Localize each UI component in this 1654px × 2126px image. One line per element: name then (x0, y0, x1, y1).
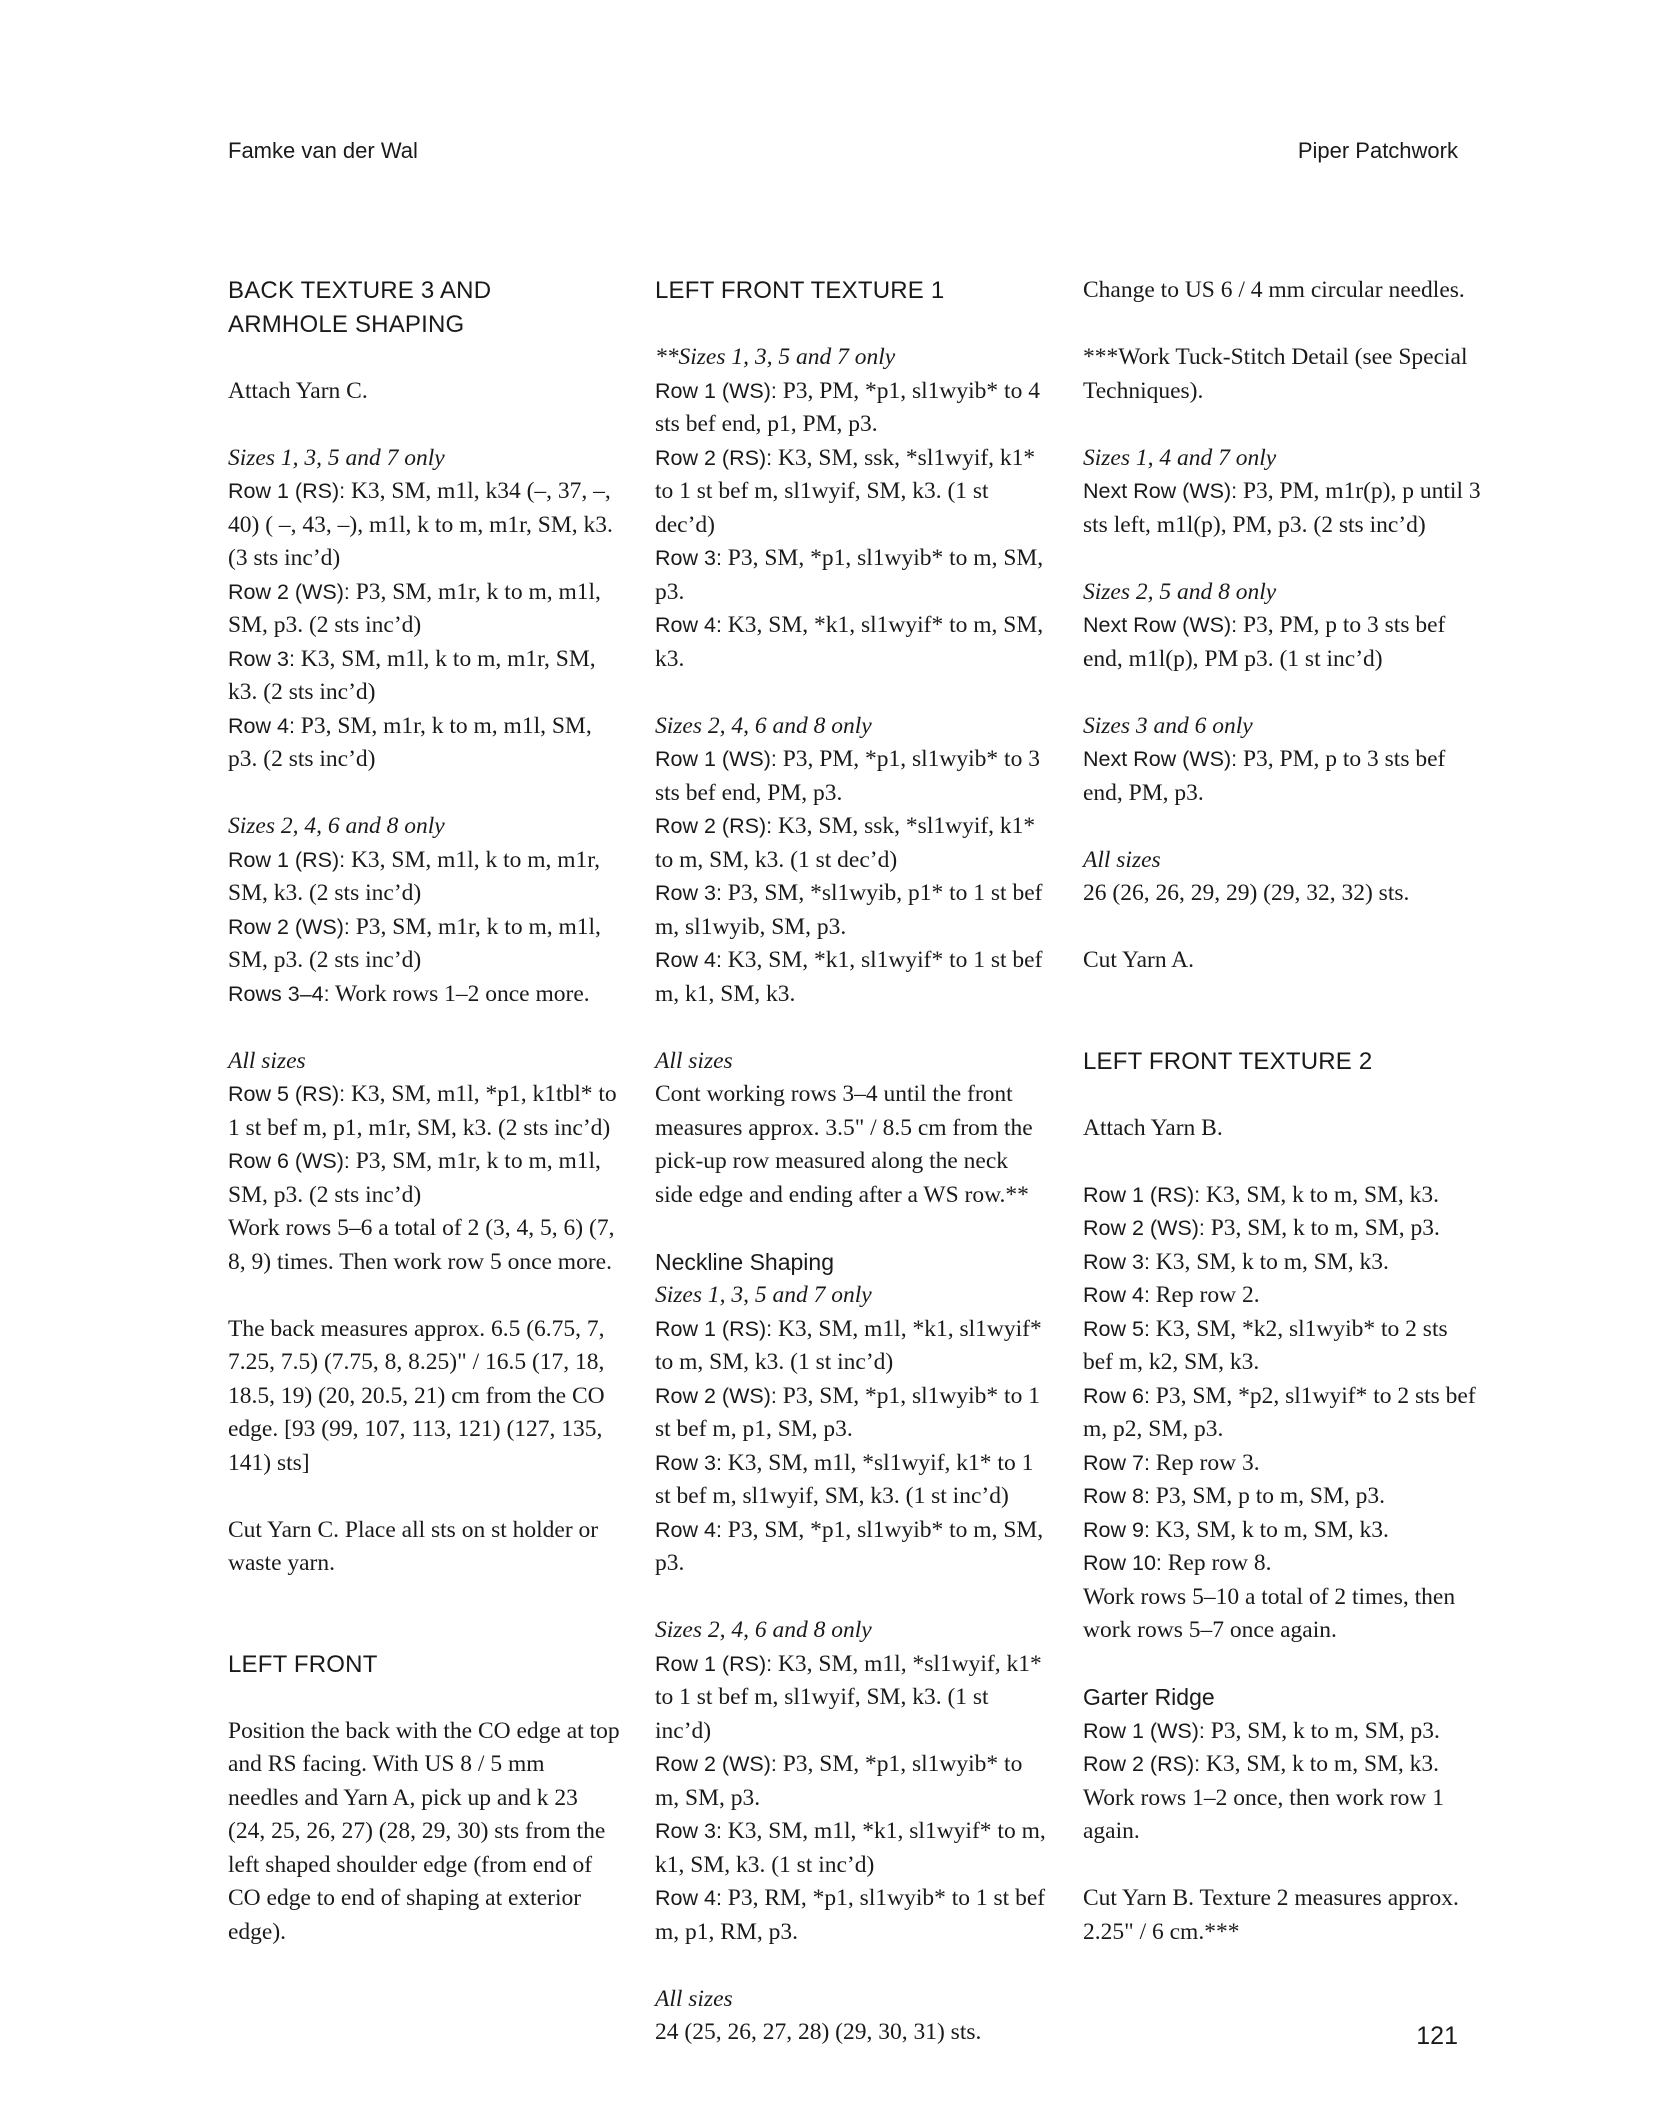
row-label: Row 4: (655, 613, 722, 637)
row-label: Row 9: (1083, 1517, 1150, 1542)
instruction-row (655, 1882, 1047, 1949)
instruction-row (1083, 743, 1483, 810)
instruction-row (1083, 1246, 1483, 1280)
instruction-row (228, 576, 620, 643)
running-header-author: Famke van der Wal (228, 138, 418, 163)
row-text: K3, SM, m1l, *k1, sl1wyif* to m, k1, SM, k3. (1 st inc’d) (655, 1818, 1046, 1878)
page-number: 121 (1416, 2022, 1458, 2050)
row-label: Row 2 (RS): (1083, 1752, 1201, 1776)
instruction-row (655, 743, 1047, 810)
paragraph: Cut Yarn A. (1083, 947, 1195, 973)
size-label: Sizes 1, 3, 5 and 7 only (655, 1282, 872, 1308)
paragraph: Change to US 6 / 4 mm circular needles. (1083, 277, 1465, 303)
row-text: K3, SM, m1l, k to m, m1r, SM, k3. (2 sts inc’d) (228, 846, 601, 906)
row-label: Row 3: (228, 646, 295, 671)
row-label: Row 3: (655, 1450, 722, 1475)
row-label: Next Row (WS): (1083, 479, 1238, 503)
row-label: Row 3: (655, 1819, 722, 1843)
instruction-row (655, 1748, 1047, 1815)
paragraph: Attach Yarn C. (228, 377, 368, 404)
row-text: K3, SM, k to m, SM, k3. (1149, 1516, 1389, 1543)
row-text: K3, SM, k to m, SM, k3. (1149, 1248, 1389, 1275)
paragraph: The back measures approx. 6.5 (6.75, 7, 7.25, 7.5) (7.75, 8, 8.25)" / 16.5 (17, 18, 18.5, 19) (20, 20.5, 21) cm from the CO edge. [93 (99, 107, 113, 121) (127, 135, 141) sts] (228, 1315, 605, 1476)
row-text: P3, SM, m1r, k to m, m1l, SM, p3. (2 sts inc’d) (228, 1148, 601, 1208)
row-label: Row 4: (655, 1517, 722, 1542)
paragraph: Cut Yarn C. Place all sts on st holder or waste yarn. (228, 1516, 599, 1576)
instruction-row (228, 710, 620, 777)
row-label: Row 1 (RS): (228, 479, 346, 503)
row-label: Row 1 (RS): (655, 1316, 773, 1341)
instruction-row (228, 911, 620, 978)
row-text: K3, SM, *k1, sl1wyif* to 1 st bef m, k1, SM, k3. (655, 947, 1043, 1007)
row-text: P3, PM, p to 3 sts bef end, m1l(p), PM p3. (1 st inc’d) (1083, 612, 1446, 672)
instruction-row (1083, 1547, 1483, 1581)
instruction-row (1083, 1480, 1483, 1514)
row-label: Row 2 (WS): (228, 914, 350, 939)
instruction-row (1083, 1212, 1483, 1246)
row-label: Row 1 (RS): (1083, 1182, 1201, 1207)
row-label: Row 1 (RS): (228, 847, 346, 872)
row-text: Rep row 2. (1149, 1282, 1260, 1308)
section-heading: ARMHOLE SHAPING (228, 310, 465, 338)
row-text: Work rows 1–2 once more. (329, 980, 590, 1007)
row-label: Row 4: (1083, 1283, 1150, 1307)
instruction-row (1083, 1380, 1483, 1447)
row-text: P3, PM, p to 3 sts bef end, PM, p3. (1083, 746, 1446, 806)
instruction-row (1083, 1748, 1483, 1782)
instruction-row (655, 1648, 1047, 1749)
instruction-row (655, 1380, 1047, 1447)
instruction-row (228, 1078, 620, 1145)
row-text: P3, PM, *p1, sl1wyib* to 4 sts bef end, p1, PM, p3. (655, 377, 1040, 437)
row-text: K3, SM, m1l, *k1, sl1wyif* to m, SM, k3. (1 st inc’d) (655, 1315, 1042, 1375)
instruction-row (655, 442, 1047, 543)
row-label: Row 1 (WS): (655, 747, 777, 771)
row-text: K3, SM, k to m, SM, k3. (1200, 1181, 1440, 1208)
instruction-row (1083, 1514, 1483, 1548)
paragraph: Cut Yarn B. Texture 2 measures approx. 2.25" / 6 cm.*** (1083, 1885, 1459, 1945)
section-heading: LEFT FRONT (228, 1650, 378, 1678)
paragraph: ***Work Tuck-Stitch Detail (see Special Techniques). (1083, 344, 1468, 404)
paragraph: Work rows 1–2 once, then work row 1 again. (1083, 1784, 1444, 1844)
row-label: Row 1 (WS): (655, 378, 777, 403)
row-label: Row 1 (RS): (655, 1651, 773, 1676)
row-label: Row 5: (1083, 1316, 1150, 1341)
row-text: K3, SM, m1l, k to m, m1r, SM, k3. (2 sts inc’d) (228, 645, 596, 705)
paragraph: Cont working rows 3–4 until the front measures approx. 3.5" / 8.5 cm from the pick-up row measured along the neck side edge and ending after a WS row.** (655, 1081, 1033, 1208)
instruction-row (228, 643, 620, 710)
row-text: K3, SM, m1l, *sl1wyif, k1* to 1 st bef m, sl1wyif, SM, k3. (1 st inc’d) (655, 1650, 1042, 1744)
instruction-row (1083, 1279, 1483, 1313)
column-2 (655, 274, 1047, 2050)
instruction-row (1083, 1715, 1483, 1749)
instruction-row (228, 1145, 620, 1212)
instruction-row (1083, 475, 1483, 542)
row-text: Rep row 8. (1161, 1550, 1272, 1576)
row-label: Next Row (WS): (1083, 613, 1238, 637)
row-text: K3, SM, m1l, *p1, k1tbl* to 1 st bef m, p1, m1r, SM, k3. (2 sts inc’d) (228, 1081, 617, 1141)
row-label: Row 6: (1083, 1383, 1150, 1408)
instruction-row (1083, 609, 1483, 676)
row-label: Row 2 (RS): (655, 814, 773, 838)
size-label: All sizes (228, 1047, 306, 1074)
row-text: K3, SM, m1l, *sl1wyif, k1* to 1 st bef m, sl1wyif, SM, k3. (1 st inc’d) (655, 1449, 1034, 1509)
row-label: Row 8: (1083, 1484, 1150, 1508)
row-label: Row 3: (655, 546, 722, 570)
instruction-row (655, 944, 1047, 1011)
size-label: Sizes 2, 4, 6 and 8 only (228, 813, 445, 839)
row-label: Row 5 (RS): (228, 1082, 346, 1106)
row-label: Row 2 (WS): (655, 1752, 777, 1776)
row-text: P3, SM, *p1, sl1wyib* to m, SM, p3. (655, 1516, 1044, 1576)
instruction-row (655, 1514, 1047, 1581)
row-text: P3, SM, m1r, k to m, m1l, SM, p3. (2 sts inc’d) (228, 578, 601, 638)
paragraph: Attach Yarn B. (1083, 1114, 1223, 1141)
row-text: P3, SM, k to m, SM, p3. (1204, 1215, 1440, 1241)
row-label: Row 6 (WS): (228, 1149, 350, 1173)
instruction-row (228, 844, 620, 911)
row-label: Row 3: (655, 881, 722, 905)
paragraph: 24 (25, 26, 27, 28) (29, 30, 31) sts. (655, 2019, 982, 2045)
size-label: Sizes 1, 3, 5 and 7 only (228, 444, 445, 471)
row-text: Rep row 3. (1149, 1449, 1260, 1476)
instruction-row (655, 609, 1047, 676)
row-label: Row 7: (1083, 1450, 1150, 1475)
size-label: Sizes 2, 4, 6 and 8 only (655, 712, 872, 739)
section-heading: BACK TEXTURE 3 AND (228, 277, 492, 304)
row-label: Row 10: (1083, 1551, 1162, 1575)
row-label: Row 2 (WS): (655, 1383, 777, 1408)
instruction-row (1083, 1313, 1483, 1380)
row-text: P3, SM, *sl1wyib, p1* to 1 st bef m, sl1wyib, SM, p3. (655, 880, 1043, 940)
size-label: Sizes 3 and 6 only (1083, 712, 1253, 739)
row-text: P3, SM, m1r, k to m, m1l, SM, p3. (2 sts inc’d) (228, 913, 601, 973)
paragraph: Work rows 5–6 a total of 2 (3, 4, 5, 6) (7, 8, 9) times. Then work row 5 once more. (228, 1215, 615, 1275)
instruction-row (1083, 1179, 1483, 1213)
instruction-row (655, 1815, 1047, 1882)
instruction-row (655, 542, 1047, 609)
row-text: P3, RM, *p1, sl1wyib* to 1 st bef m, p1, RM, p3. (655, 1885, 1046, 1945)
row-label: Next Row (WS): (1083, 747, 1238, 771)
subsection-heading: Neckline Shaping (655, 1248, 835, 1275)
paragraph: Position the back with the CO edge at top and RS facing. With US 8 / 5 mm needles and Yarn A, pick up and k 23 (24, 25, 26, 27) (28, 29, 30) sts from the left shaped shoulder edge (from end of CO edge to end of shaping at exterior edge). (228, 1717, 620, 1945)
row-text: K3, SM, k to m, SM, k3. (1200, 1751, 1440, 1777)
row-text: P3, SM, k to m, SM, p3. (1204, 1717, 1440, 1744)
row-text: P3, SM, *p1, sl1wyib* to m, SM, p3. (655, 1751, 1023, 1811)
instruction-row (655, 877, 1047, 944)
size-label: Sizes 1, 4 and 7 only (1083, 444, 1277, 471)
row-text: P3, SM, *p1, sl1wyib* to 1 st bef m, p1, SM, p3. (655, 1382, 1040, 1442)
row-text: P3, SM, *p1, sl1wyib* to m, SM, p3. (655, 545, 1044, 605)
row-text: P3, PM, m1r(p), p until 3 sts left, m1l(p), PM, p3. (2 sts inc’d) (1083, 478, 1481, 538)
column-1 (228, 274, 620, 1949)
row-text: K3, SM, ssk, *sl1wyif, k1* to 1 st bef m, sl1wyif, SM, k3. (1 st dec’d) (655, 444, 1036, 538)
size-label: Sizes 2, 5 and 8 only (1083, 578, 1277, 605)
instruction-row (655, 1313, 1047, 1380)
paragraph: 26 (26, 26, 29, 29) (29, 32, 32) sts. (1083, 880, 1410, 906)
instruction-row (228, 978, 620, 1012)
row-label: Row 4: (655, 1886, 722, 1910)
size-label: **Sizes 1, 3, 5 and 7 only (655, 344, 896, 370)
instruction-row (655, 1447, 1047, 1514)
row-label: Row 2 (WS): (1083, 1216, 1205, 1240)
size-label: All sizes (655, 1985, 733, 2012)
row-text: K3, SM, *k2, sl1wyib* to 2 sts bef m, k2, SM, k3. (1083, 1315, 1448, 1375)
row-label: Row 4: (228, 713, 295, 738)
row-label: Row 4: (655, 948, 722, 972)
row-text: P3, SM, *p2, sl1wyif* to 2 sts bef m, p2, SM, p3. (1083, 1382, 1476, 1442)
instruction-row (228, 475, 620, 576)
row-text: K3, SM, ssk, *sl1wyif, k1* to m, SM, k3. (1 st dec’d) (655, 813, 1036, 873)
row-label: Row 2 (WS): (228, 579, 350, 604)
row-label: Rows 3–4: (228, 981, 330, 1006)
row-label: Row 1 (WS): (1083, 1718, 1205, 1743)
row-text: K3, SM, *k1, sl1wyif* to m, SM, k3. (655, 612, 1044, 672)
row-label: Row 3: (1083, 1249, 1150, 1274)
size-label: All sizes (655, 1047, 733, 1074)
row-text: K3, SM, m1l, k34 (–, 37, –, 40) ( –, 43, –), m1l, k to m, m1r, SM, k3. (3 sts inc’d) (228, 478, 613, 571)
column-3 (1083, 274, 1483, 1949)
section-heading: LEFT FRONT TEXTURE 1 (655, 277, 945, 304)
instruction-row (1083, 1447, 1483, 1481)
paragraph: Work rows 5–10 a total of 2 times, then work rows 5–7 once again. (1083, 1583, 1456, 1643)
running-header-title: Piper Patchwork (1297, 138, 1458, 163)
instruction-row (655, 810, 1047, 877)
row-text: P3, SM, m1r, k to m, m1l, SM, p3. (2 sts inc’d) (228, 712, 592, 772)
size-label: Sizes 2, 4, 6 and 8 only (655, 1617, 872, 1643)
size-label: All sizes (1083, 846, 1161, 873)
row-text: P3, PM, *p1, sl1wyib* to 3 sts bef end, PM, p3. (655, 746, 1040, 806)
instruction-row (655, 375, 1047, 442)
row-text: P3, SM, p to m, SM, p3. (1149, 1483, 1385, 1509)
row-label: Row 2 (RS): (655, 445, 773, 470)
subsection-heading: Garter Ridge (1083, 1684, 1215, 1710)
section-heading: LEFT FRONT TEXTURE 2 (1083, 1047, 1373, 1075)
